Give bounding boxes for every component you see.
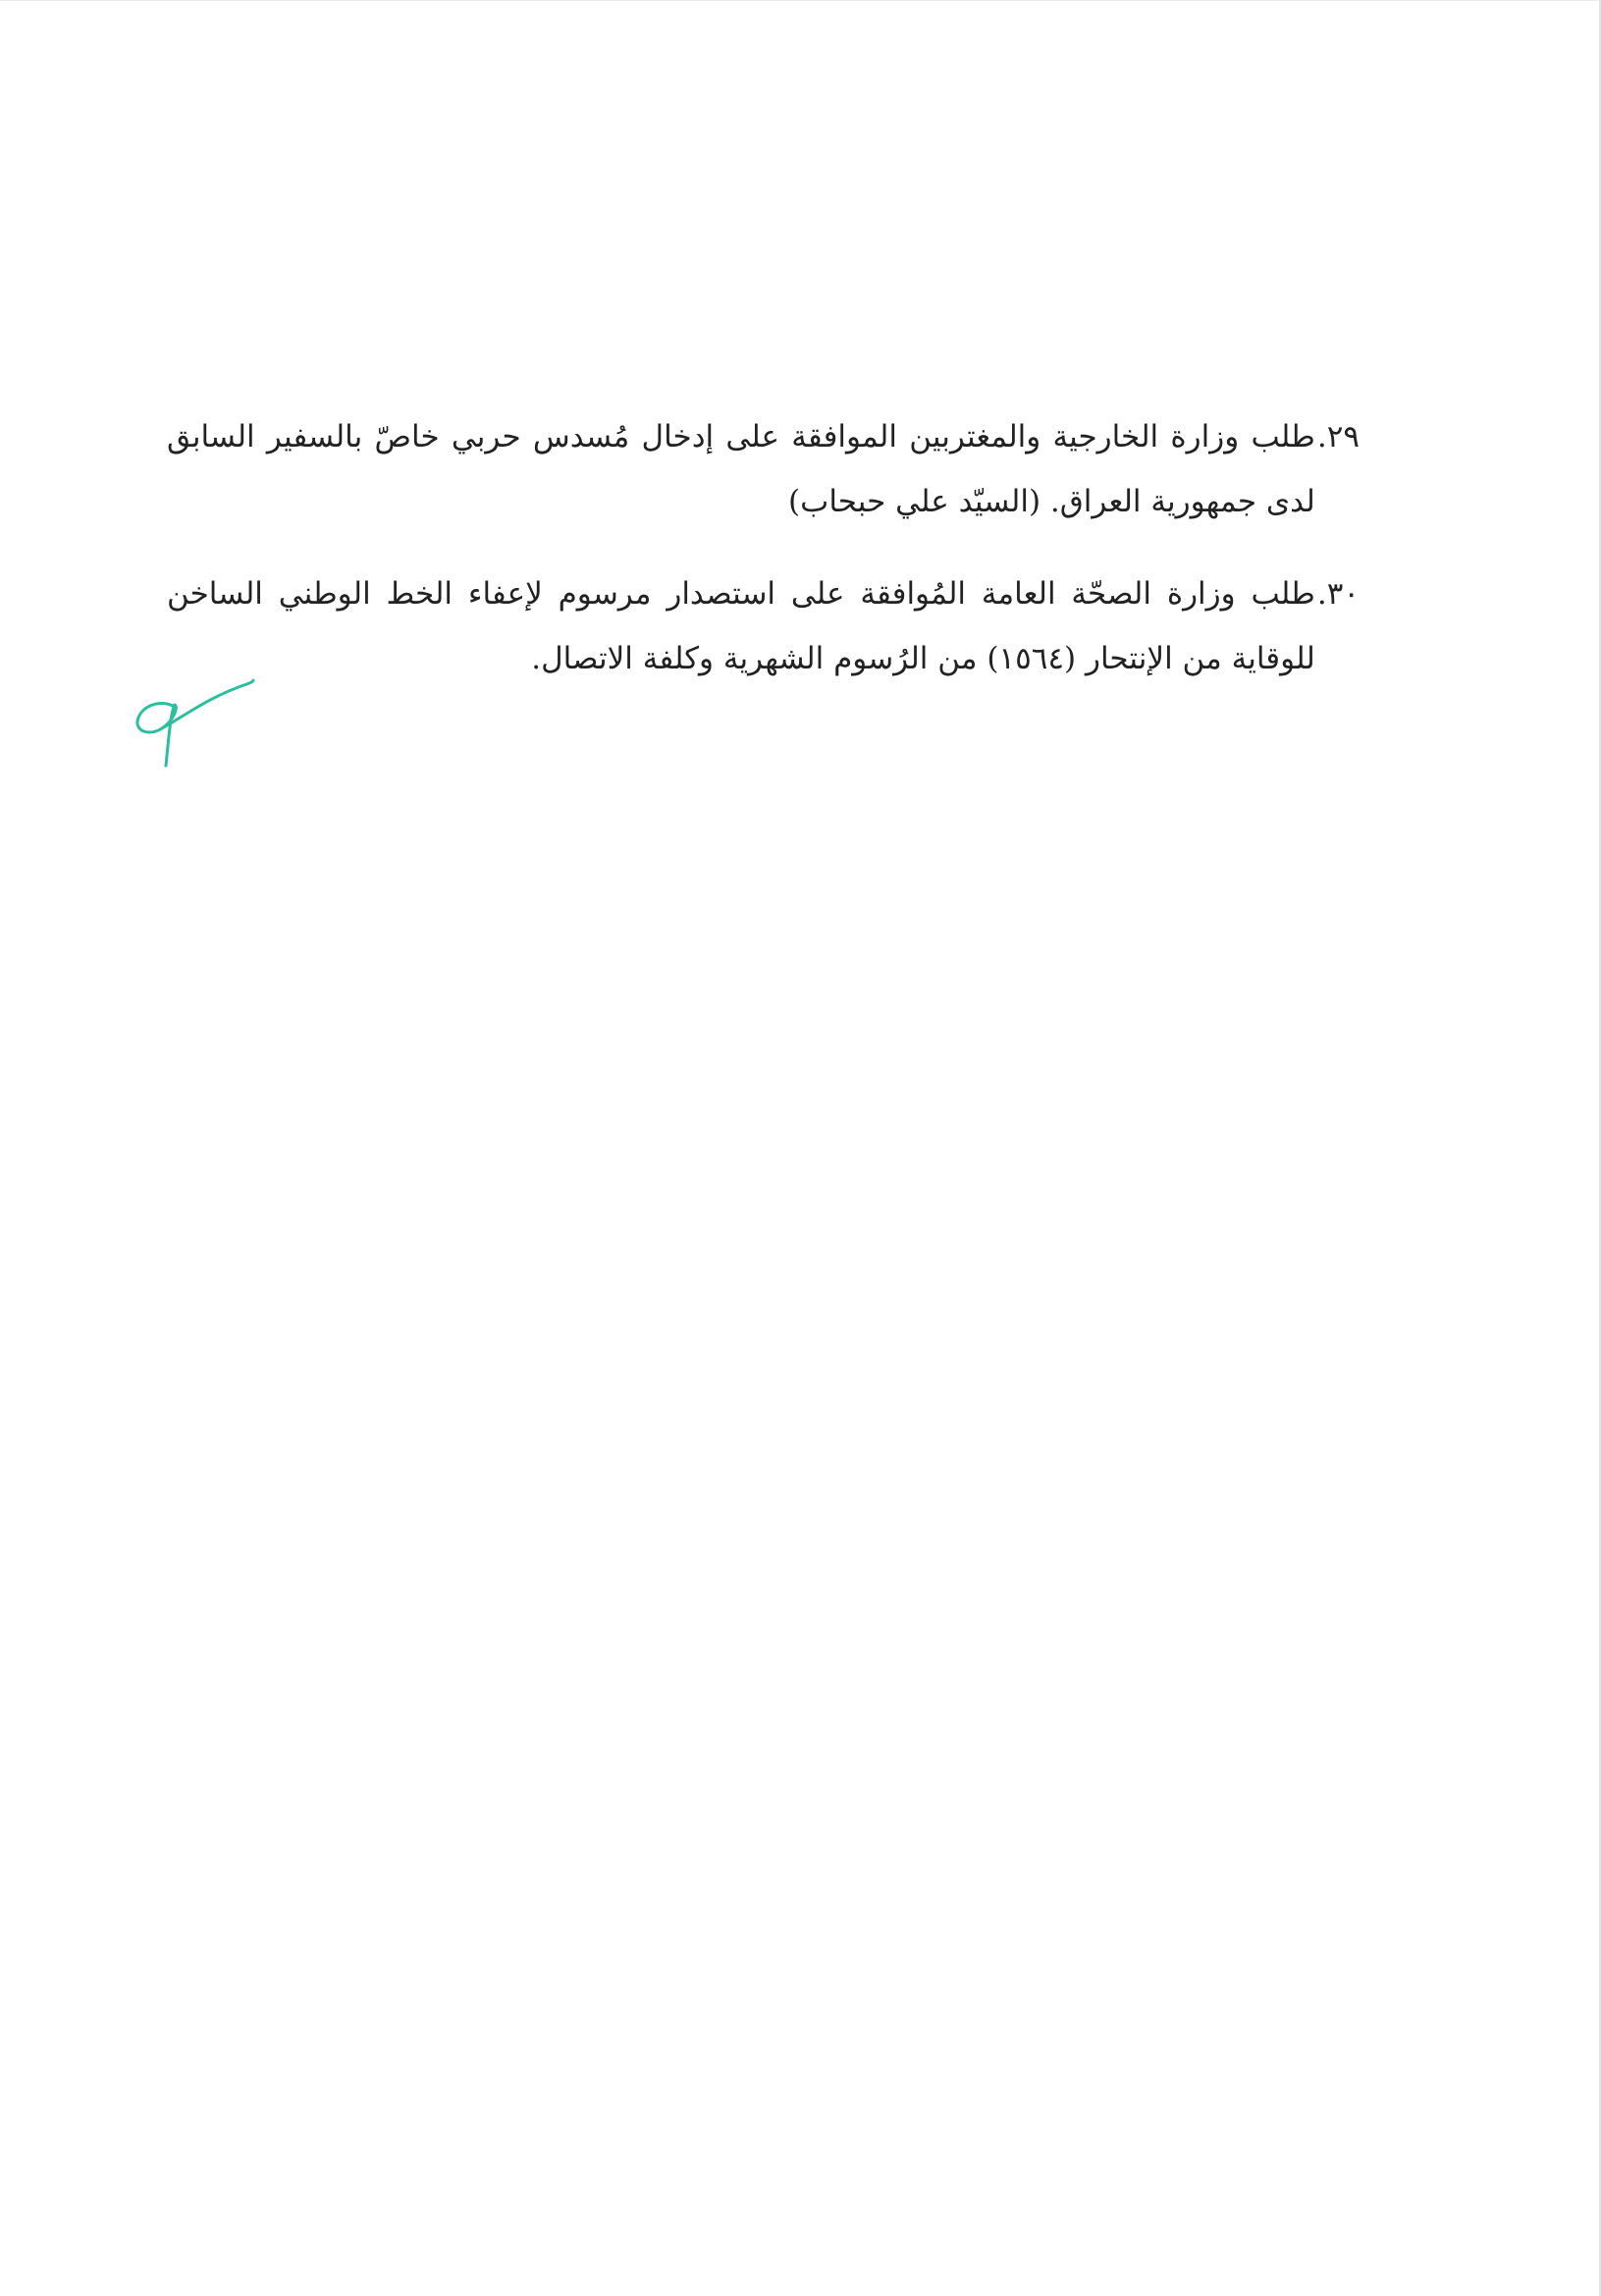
scan-edge-top <box>0 0 1601 1</box>
signature-stroke <box>137 703 176 766</box>
agenda-item-30 <box>167 561 1360 691</box>
agenda-item-text: طلب وزارة الخارجية والمغتربين الموافقة على إدخال مُسدس حربي خاصّ بالسفير السابق لدى جمهورية العراق. (السيّد علي حبحاب) <box>167 419 1315 519</box>
handwritten-initial-signature <box>130 677 262 780</box>
agenda-items <box>167 404 1360 719</box>
agenda-item-number: ٢٩. <box>1316 419 1360 454</box>
agenda-item-number: ٣٠. <box>1316 576 1360 612</box>
agenda-item-29 <box>167 404 1360 534</box>
agenda-item-text: طلب وزارة الصحّة العامة المُوافقة على استصدار مرسوم لإعفاء الخط الوطني الساخن للوقاية من الإنتحار (١٥٦٤) من الرُسوم الشهرية وكلفة الاتصال. <box>167 576 1315 676</box>
